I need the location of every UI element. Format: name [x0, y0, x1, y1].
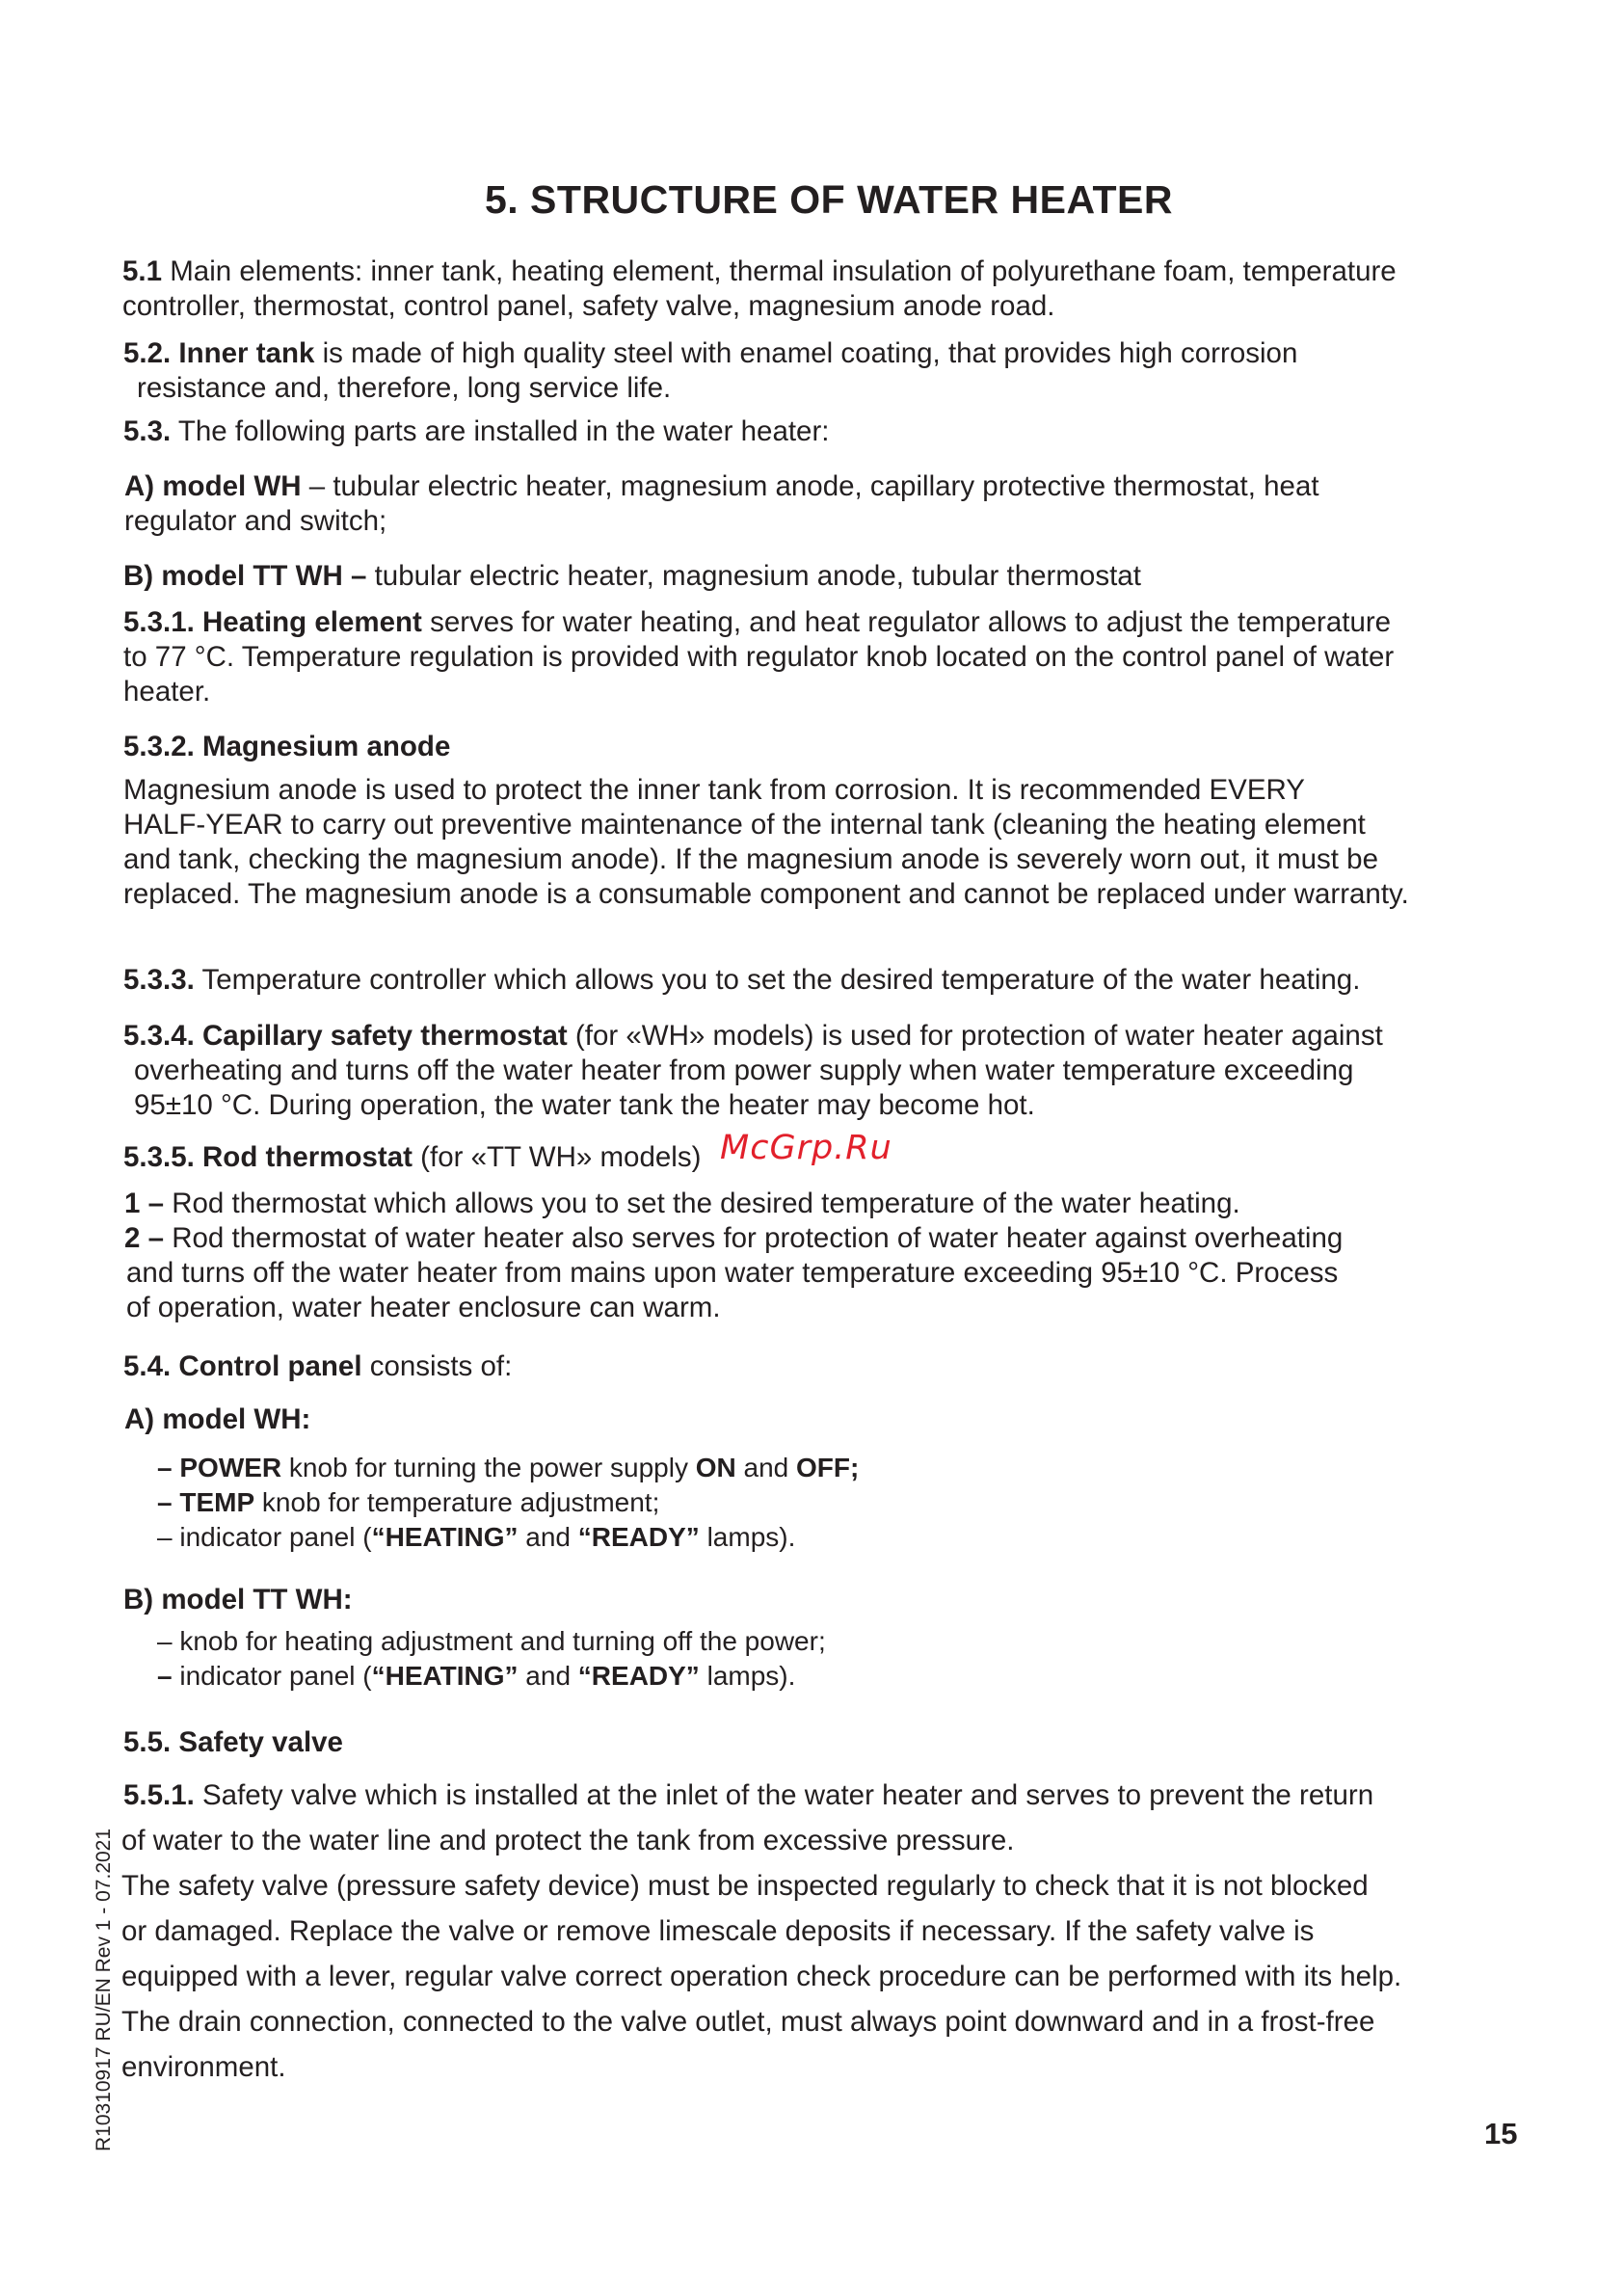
item-num: 1 – [124, 1188, 165, 1219]
bold-term: ON [695, 1453, 736, 1482]
valve-line-1: The safety valve (pressure safety device) must be inspected regularly to check that it is not blocked [121, 1870, 1369, 1902]
model-label: A) model WH [124, 470, 302, 502]
text: lamps). [699, 1522, 796, 1552]
text: (for «TT WH» models) [412, 1141, 702, 1173]
section-5-3-4-line-3: 95±10 °C. During operation, the water tank the heater may become hot. [134, 1089, 1035, 1121]
text: – indicator panel ( [157, 1522, 372, 1552]
panel-b-item-1: – knob for heating adjustment and turning off the power; [157, 1626, 826, 1656]
section-num: 5.3.1. Heating element [123, 606, 422, 638]
bold-term: POWER [179, 1453, 282, 1482]
text: – tubular electric heater, magnesium anode, capillary protective thermostat, heat [301, 470, 1319, 502]
section-5-3-2-line-2: HALF-YEAR to carry out preventive maintenance of the internal tank (cleaning the heating element [123, 809, 1366, 841]
section-5-3-2-line-1: Magnesium anode is used to protect the inner tank from corrosion. It is recommended EVERY [123, 774, 1305, 806]
model-a-line-2: regulator and switch; [124, 505, 387, 537]
bold-term: “READY” [577, 1661, 700, 1691]
section-num: 5.4. Control panel [123, 1350, 362, 1382]
text: knob for temperature adjustment; [254, 1487, 660, 1517]
bold-term: OFF; [796, 1453, 860, 1482]
label-text: B) model TT WH: [123, 1584, 353, 1615]
document-code: R10310917 RU/EN Rev 1 - 07.2021 [93, 1828, 115, 2151]
section-5-3-2-heading [123, 730, 450, 764]
bold-term: “HEATING” [371, 1661, 519, 1691]
bold-term: “HEATING” [371, 1522, 519, 1552]
heading-text: 5.5. Safety valve [123, 1726, 343, 1758]
panel-a-item-3 [157, 1520, 795, 1555]
page-title: 5. STRUCTURE OF WATER HEATER [484, 177, 1174, 222]
section-5-4 [123, 1349, 512, 1384]
text: (for «WH» models) is used for protection of water heater against [567, 1020, 1383, 1052]
text: consists of: [361, 1350, 513, 1382]
section-5-1-line-2: controller, thermostat, control panel, safety valve, magnesium anode road. [122, 290, 1055, 322]
dash: – [157, 1453, 180, 1482]
text: serves for water heating, and heat regulator allows to adjust the temperature [421, 606, 1392, 638]
section-num: 5.3. [123, 415, 172, 447]
text: Main elements: inner tank, heating element, thermal insulation of polyurethane foam, temperature [162, 255, 1397, 287]
text: tubular electric heater, magnesium anode, tubular thermostat [366, 560, 1141, 592]
section-5-5-1-line-1 [123, 1778, 1373, 1813]
model-a-line-1 [124, 469, 1319, 504]
label-text: A) model WH: [124, 1403, 311, 1435]
text: and [518, 1522, 578, 1552]
text: and [735, 1453, 797, 1482]
section-num: 5.2. Inner tank [123, 337, 315, 369]
heading-text: 5.3.2. Magnesium anode [123, 731, 451, 762]
valve-line-2: or damaged. Replace the valve or remove limescale deposits if necessary. If the safety valve is [121, 1915, 1315, 1947]
valve-line-3: equipped with a lever, regular valve correct operation check procedure can be performed with its help. [121, 1961, 1402, 1992]
watermark: McGrp.Ru [720, 1129, 892, 1167]
model-b [123, 559, 1141, 594]
section-5-3-3 [123, 963, 1360, 998]
section-5-3-2-line-4: replaced. The magnesium anode is a consumable component and cannot be replaced under warranty. [123, 878, 1409, 910]
section-num: 5.3.5. Rod thermostat [123, 1141, 413, 1173]
panel-b-label [123, 1583, 353, 1617]
text: Rod thermostat which allows you to set the desired temperature of the water heating. [164, 1188, 1240, 1219]
rod-item-2-line-2: and turns off the water heater from mains upon water temperature exceeding 95±10 °C. Process [126, 1257, 1339, 1289]
section-5-3-2-line-3: and tank, checking the magnesium anode). If the magnesium anode is severely worn out, it must be [123, 843, 1378, 875]
page-number: 15 [1484, 2117, 1518, 2150]
section-num: 5.5.1. [123, 1779, 195, 1811]
section-num: 5.3.3. [123, 964, 195, 996]
section-5-1-line-1 [122, 254, 1397, 289]
section-5-3-4-line-2: overheating and turns off the water heater from power supply when water temperature exceeding [134, 1055, 1354, 1086]
text: and [518, 1661, 578, 1691]
section-5-5-heading [123, 1725, 343, 1760]
section-num: 5.3.4. Capillary safety thermostat [123, 1020, 568, 1052]
text: Temperature controller which allows you to set the desired temperature of the water heating. [194, 964, 1361, 996]
model-label: B) model TT WH – [123, 560, 367, 592]
rod-item-1 [124, 1187, 1240, 1221]
text: The following parts are installed in the water heater: [171, 415, 830, 447]
text: Safety valve which is installed at the inlet of the water heater and serves to prevent the return [194, 1779, 1374, 1811]
item-num: 2 – [124, 1222, 165, 1254]
text: lamps). [699, 1661, 796, 1691]
bold-term: TEMP [179, 1487, 255, 1517]
dash: – [157, 1661, 180, 1691]
rod-item-2-line-3: of operation, water heater enclosure can warm. [126, 1292, 721, 1323]
panel-b-item-2 [157, 1659, 795, 1694]
section-5-3-1-line-2: to 77 °C. Temperature regulation is provided with regulator knob located on the control panel of water [123, 641, 1395, 673]
section-5-3-1-line-3: heater. [123, 676, 211, 707]
section-5-2-line-1 [123, 336, 1297, 371]
section-5-5-1-line-2: of water to the water line and protect the tank from excessive pressure. [121, 1825, 1015, 1856]
text: knob for turning the power supply [281, 1453, 696, 1482]
rod-item-2-line-1 [124, 1221, 1343, 1256]
section-5-3 [123, 414, 829, 449]
dash: – [157, 1487, 180, 1517]
text: is made of high quality steel with enamel coating, that provides high corrosion [314, 337, 1298, 369]
panel-a-item-2 [157, 1485, 659, 1520]
valve-line-5: environment. [121, 2051, 286, 2083]
section-num: 5.1 [122, 255, 163, 287]
panel-a-item-1 [157, 1451, 859, 1485]
bold-term: “READY” [577, 1522, 700, 1552]
panel-a-label [124, 1402, 310, 1437]
valve-line-4: The drain connection, connected to the valve outlet, must always point downward and in a frost-free [121, 2006, 1375, 2038]
text: Rod thermostat of water heater also serves for protection of water heater against overheating [164, 1222, 1344, 1254]
section-5-2-line-2: resistance and, therefore, long service life. [137, 372, 672, 404]
text: indicator panel ( [179, 1661, 372, 1691]
section-5-3-4-line-1 [123, 1019, 1383, 1054]
section-5-3-1-line-1 [123, 605, 1391, 640]
section-5-3-5 [123, 1140, 701, 1175]
